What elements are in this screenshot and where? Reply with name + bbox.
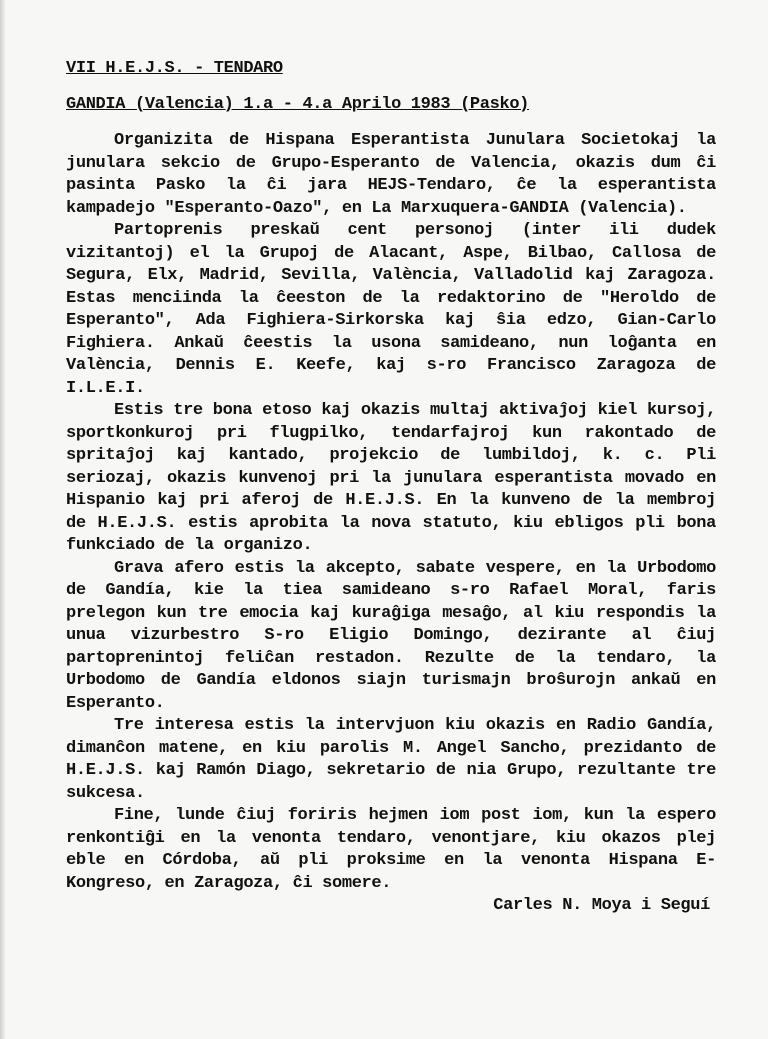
paragraph-3: Estis tre bona etoso kaj okazis multaj aktivaĵoj kiel kursoj, sportkonkuroj pri flugpilko, tendarfajroj kun rakontado de spritaĵoj kaj kantado, projekcio de lumbildoj, k. c. Pli seriozaj, okazis kunvenoj pri la junulara esperantista movado en Hispanio kaj pri aferoj de H.E.J.S. En la kunveno de la membroj de H.E.J.S. estis aprobita la nova statuto, kiu ebligos pli bona funkciado de la organizo. — [66, 401, 716, 555]
paragraph-2: Partoprenis preskaŭ cent personoj (inter ili dudek vizitantoj) el la Grupoj de Alacant, Aspe, Bilbao, Callosa de Segura, Elx, Madrid, Sevilla, València, Valladolid kaj Zaragoza. Estas menciinda la ĉeeston de la redaktorino de "Heroldo de Esperanto", Ada Fighiera-Sirkorska kaj ŝia edzo, Gian-Carlo Fighiera. Ankaŭ ĉeestis la usona samideano, nun loĝanta en València, Dennis E. Keefe, kaj s-ro Francisco Zaragoza de I.L.E.I. — [66, 221, 716, 398]
page-edge-shadow — [0, 0, 6, 1039]
paragraph-4: Grava afero estis la akcepto, sabate vespere, en la Urbodomo de Gandía, kie la tiea samideano s-ro Rafael Moral, faris prelegon kun tre emocia kaj kuraĝiga mesaĝo, al kiu respondis la unua vizurbestro S-ro Eligio Domingo, dezirante al ĉiuj partoprenintoj feliĉan restadon. Rezulte de la tendaro, la Urbodomo de Gandía eldonos siajn turismajn broŝurojn ankaŭ en Esperanto. — [66, 558, 716, 713]
paragraph-1: Organizita de Hispana Esperantista Junulara Societokaj la junulara sekcio de Grupo-Esperanto de Valencia, okazis dum ĉi pasinta Pasko la ĉi jara HEJS-Tendaro, ĉe la esperantista kampadejo "Esperanto-Oazo", en La Marxuquera-GANDIA (Valencia). — [66, 131, 716, 218]
article-subtitle: GANDIA (Valencia) 1.a - 4.a Aprilo 1983 (Pasko) — [66, 94, 530, 114]
article-title: VII H.E.J.S. - TENDARO — [66, 59, 283, 78]
article — [66, 58, 716, 918]
author-signature: Carles N. Moya i Seguí — [493, 896, 710, 915]
paragraph-6: Fine, lunde ĉiuj foriris hejmen iom post iom, kun la espero renkontiĝi en la venonta tendaro, venontjare, kiu okazos plej eble en Córdoba, aŭ pli proksime en la venonta Hispana E-Kongreso, en Zaragoza, ĉi somere. — [66, 806, 716, 893]
paragraph-5: Tre interesa estis la intervjuon kiu okazis en Radio Gandía, dimanĉon matene, en kiu parolis M. Angel Sancho, prezidanto de H.E.J.S. kaj Ramón Diago, sekretario de nia Grupo, rezultante tre sukcesa. — [66, 716, 716, 803]
